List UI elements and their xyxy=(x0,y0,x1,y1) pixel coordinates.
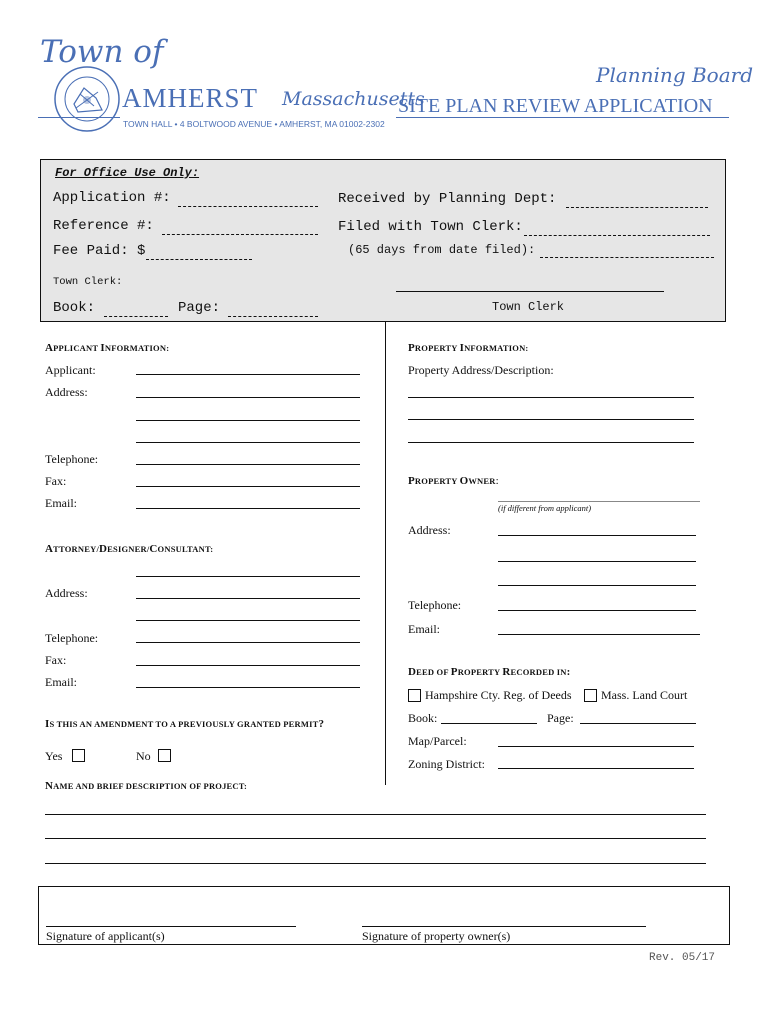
page-title: SITE PLAN REVIEW APPLICATION xyxy=(398,95,713,117)
town-hall-address: TOWN HALL • 4 BOLTWOOD AVENUE • AMHERST, MA 01002-2302 xyxy=(123,119,385,129)
owner-signature-line[interactable] xyxy=(362,926,646,927)
sixty-five-days-field[interactable] xyxy=(540,257,714,258)
property-address-line-1[interactable] xyxy=(408,397,694,398)
town-clerk-caption: Town Clerk xyxy=(492,300,565,314)
attorney-email-field[interactable] xyxy=(136,687,360,688)
hampshire-label: Hampshire Cty. Reg. of Deeds xyxy=(425,688,572,702)
deed-book-label: Book: xyxy=(408,711,438,725)
attorney-telephone-field[interactable] xyxy=(136,642,360,643)
office-book-label: Book: xyxy=(53,300,96,316)
property-owner-name-field[interactable] xyxy=(498,501,700,502)
zoning-district-field[interactable] xyxy=(498,768,694,769)
property-address-line-2[interactable] xyxy=(408,419,694,420)
applicant-label: Applicant: xyxy=(45,363,96,377)
letterhead-rule xyxy=(38,117,120,118)
planning-board-text: Planning Board xyxy=(596,63,754,87)
owner-email-field[interactable] xyxy=(498,634,700,635)
deed-page-label: Page: xyxy=(547,711,574,725)
applicant-telephone-label: Telephone: xyxy=(45,452,99,466)
property-owner-heading: PROPERTY OWNER: xyxy=(408,475,499,487)
application-number-label: Application #: xyxy=(53,190,171,206)
amendment-yes-checkbox[interactable] xyxy=(72,749,85,762)
town-clerk-signature-line[interactable] xyxy=(396,291,664,292)
amendment-question: IS THIS AN AMENDMENT TO A PREVIOUSLY GRANTED PERMIT? xyxy=(45,718,325,730)
project-description-line-1[interactable] xyxy=(45,814,706,815)
property-info-heading: PROPERTY INFORMATION: xyxy=(408,342,529,354)
applicant-fax-label: Fax: xyxy=(45,474,67,488)
received-label: Received by Planning Dept: xyxy=(338,191,557,207)
revision-label: Rev. 05/17 xyxy=(649,952,716,964)
applicant-telephone-field[interactable] xyxy=(136,464,360,465)
amendment-yes-option: Yes xyxy=(45,749,63,763)
applicant-address-label: Address: xyxy=(45,385,88,399)
if-different-note: (if different from applicant) xyxy=(498,503,592,513)
amendment-no-option: No xyxy=(136,749,151,763)
applicant-fax-field[interactable] xyxy=(136,486,360,487)
project-description-heading: NAME AND BRIEF DESCRIPTION OF PROJECT: xyxy=(45,780,248,792)
received-field[interactable] xyxy=(566,207,708,208)
applicant-signature-label: Signature of applicant(s) xyxy=(46,929,165,943)
map-parcel-field[interactable] xyxy=(498,746,694,747)
massachusetts-text: Massachusetts xyxy=(282,88,425,110)
reference-number-label: Reference #: xyxy=(53,218,154,234)
filed-field[interactable] xyxy=(524,235,710,236)
attorney-telephone-label: Telephone: xyxy=(45,631,99,645)
sixty-five-days-label: (65 days from date filed): xyxy=(348,243,536,257)
deed-book-field[interactable] xyxy=(441,723,537,724)
fee-paid-label: Fee Paid: $ xyxy=(53,243,146,259)
attorney-fax-label: Fax: xyxy=(45,653,67,667)
applicant-email-label: Email: xyxy=(45,496,77,510)
zoning-district-label: Zoning District: xyxy=(408,757,485,771)
filed-label: Filed with Town Clerk: xyxy=(338,219,523,235)
attorney-email-label: Email: xyxy=(45,675,77,689)
map-parcel-label: Map/Parcel: xyxy=(408,734,467,748)
owner-address-line-2[interactable] xyxy=(498,561,696,562)
town-seal-logo xyxy=(52,64,122,134)
office-book-field[interactable] xyxy=(104,316,168,317)
applicant-address-line-3[interactable] xyxy=(136,442,360,443)
project-description-line-2[interactable] xyxy=(45,838,706,839)
owner-email-label: Email: xyxy=(408,622,440,636)
office-page-label: Page: xyxy=(178,300,221,316)
applicant-address-line-1[interactable] xyxy=(136,397,360,398)
attorney-heading: ATTORNEY/DESIGNER/CONSULTANT: xyxy=(45,543,214,555)
applicant-field[interactable] xyxy=(136,374,360,375)
owner-address-line-1[interactable] xyxy=(498,535,696,536)
project-description-line-3[interactable] xyxy=(45,863,706,864)
applicant-email-field[interactable] xyxy=(136,508,360,509)
property-address-label: Property Address/Description: xyxy=(408,363,554,377)
amendment-no-checkbox[interactable] xyxy=(158,749,171,762)
owner-address-label: Address: xyxy=(408,523,451,537)
office-use-heading: For Office Use Only: xyxy=(55,166,200,180)
fee-paid-field[interactable] xyxy=(146,259,252,260)
town-clerk-label: Town Clerk: xyxy=(53,276,123,288)
column-divider xyxy=(385,322,386,785)
property-address-line-3[interactable] xyxy=(408,442,694,443)
title-underline xyxy=(396,117,729,118)
hampshire-checkbox[interactable] xyxy=(408,689,421,702)
town-of-text: Town of xyxy=(40,34,164,70)
application-number-field[interactable] xyxy=(178,206,318,207)
office-page-field[interactable] xyxy=(228,316,318,317)
deed-heading: DEED OF PROPERTY RECORDED IN: xyxy=(408,666,571,678)
attorney-address-label: Address: xyxy=(45,586,88,600)
attorney-name-field[interactable] xyxy=(136,576,360,577)
owner-telephone-label: Telephone: xyxy=(408,598,462,612)
amherst-text: AMHERST xyxy=(122,83,259,113)
owner-address-line-3[interactable] xyxy=(498,585,696,586)
owner-signature-label: Signature of property owner(s) xyxy=(362,929,511,943)
reference-number-field[interactable] xyxy=(162,234,318,235)
attorney-address-line-2[interactable] xyxy=(136,620,360,621)
attorney-address-line-1[interactable] xyxy=(136,598,360,599)
office-use-box xyxy=(40,159,726,322)
applicant-signature-line[interactable] xyxy=(46,926,296,927)
owner-telephone-field[interactable] xyxy=(498,610,696,611)
deed-page-field[interactable] xyxy=(580,723,696,724)
applicant-info-heading: APPLICANT INFORMATION: xyxy=(45,342,170,354)
land-court-label: Mass. Land Court xyxy=(601,688,688,702)
land-court-checkbox[interactable] xyxy=(584,689,597,702)
attorney-fax-field[interactable] xyxy=(136,665,360,666)
applicant-address-line-2[interactable] xyxy=(136,420,360,421)
